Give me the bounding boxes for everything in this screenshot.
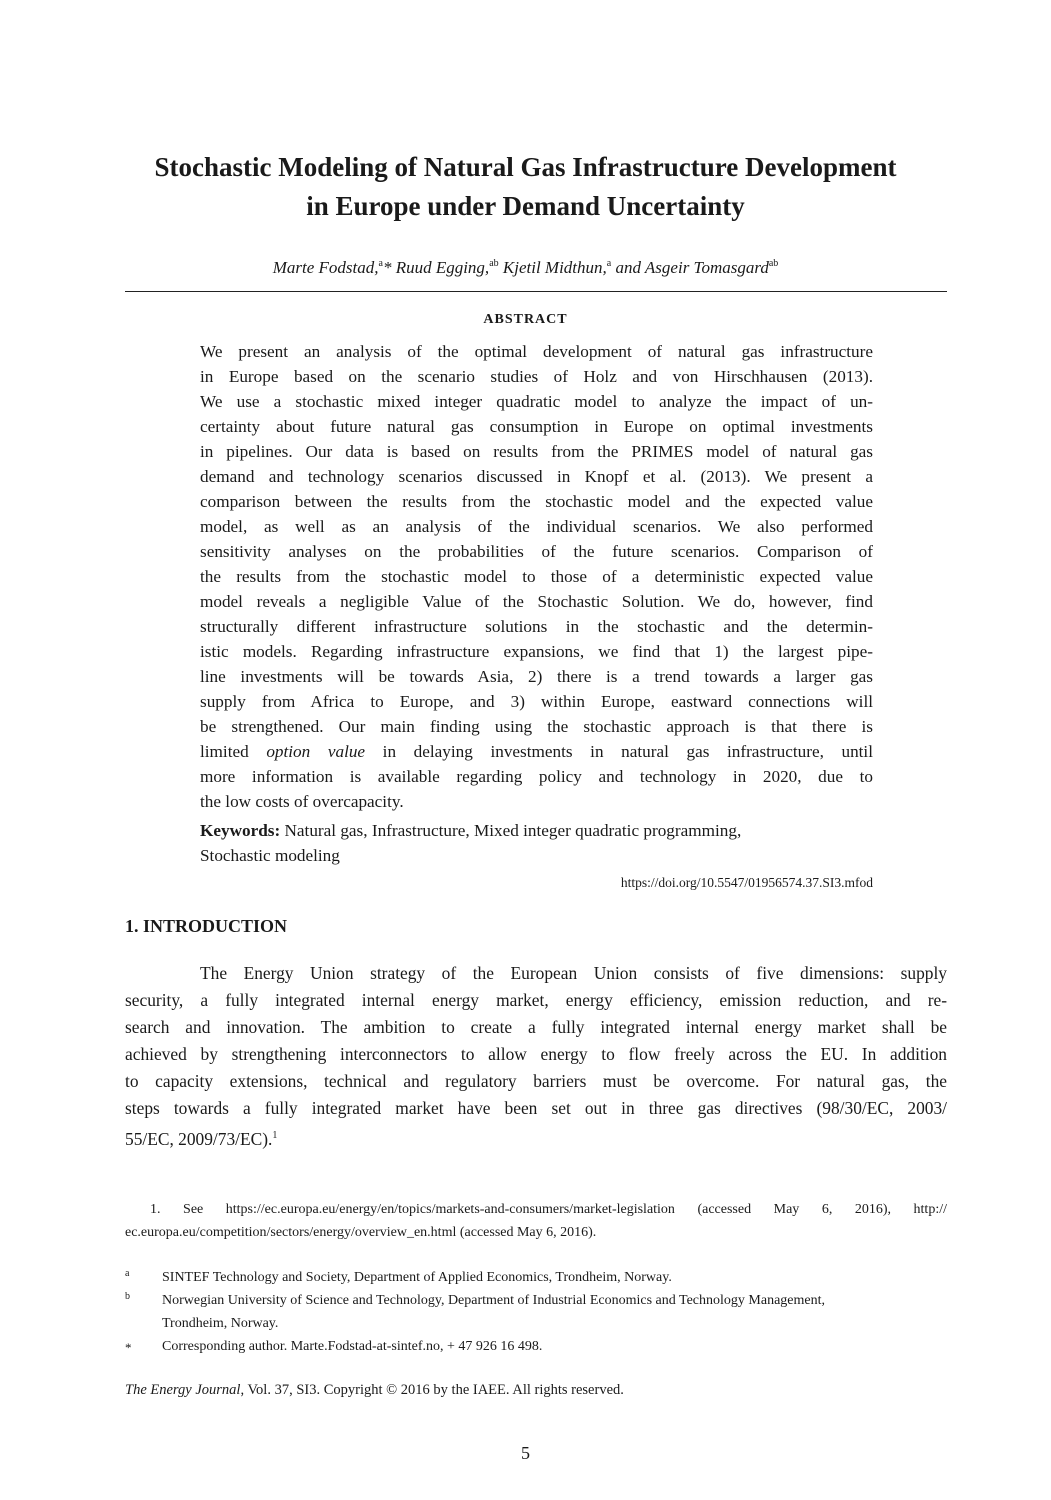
corresponding-mark: * <box>382 258 392 277</box>
abstract-text: limited <box>200 742 267 761</box>
abstract-line <box>200 739 873 764</box>
abstract-line: demand and technology scenarios discussed in Knopf et al. (2013). We present a <box>200 467 873 486</box>
keywords <box>200 818 873 868</box>
author-list <box>0 258 1051 278</box>
keywords-text: Natural gas, Infrastructure, Mixed integer quadratic programming, <box>280 821 742 840</box>
author-affiliation-mark: a <box>606 258 612 269</box>
doi-link[interactable]: https://doi.org/10.5547/01956574.37.SI3.mfod <box>620 875 873 890</box>
body-line: to capacity extensions, technical and regulatory barriers must be overcome. For natural gas, the <box>125 1071 947 1091</box>
keywords-line <box>200 818 873 843</box>
body-line: search and innovation. The ambition to create a fully integrated internal energy market shall be <box>125 1017 947 1037</box>
footnote <box>125 1198 947 1244</box>
abstract-line: model reveals a negligible Value of the Stochastic Solution. We do, however, find <box>200 592 873 611</box>
page-number: 5 <box>521 1443 530 1463</box>
abstract-line: supply from Africa to Europe, and 3) within Europe, eastward connections will <box>200 692 873 711</box>
abstract-line: in pipelines. Our data is based on results from the PRIMES model of natural gas <box>200 442 873 461</box>
body-line <box>125 1122 947 1149</box>
abstract-line: istic models. Regarding infrastructure expansions, we find that 1) the largest pipe- <box>200 642 873 661</box>
footnote-reference[interactable]: 1 <box>272 1130 278 1141</box>
affiliation-mark: b <box>125 1291 130 1302</box>
abstract-heading: ABSTRACT <box>483 312 568 327</box>
author-affiliation-mark: ab <box>768 258 779 269</box>
author-affiliation-mark: a <box>378 258 383 269</box>
author-name: Marte Fodstad, <box>272 258 379 277</box>
abstract-line: the results from the stochastic model to those of a deterministic expected value <box>200 567 873 586</box>
abstract-line: the low costs of overcapacity. <box>200 792 404 811</box>
title-line-2: in Europe under Demand Uncertainty <box>306 191 745 221</box>
affiliation-text: Norwegian University of Science and Technology, Department of Industrial Economics and Technology Management, <box>162 1293 825 1308</box>
body-line: The Energy Union strategy of the European Union consists of five dimensions: supply <box>200 963 947 983</box>
title-line-1: Stochastic Modeling of Natural Gas Infrastructure Development <box>154 152 897 182</box>
introduction-body <box>125 960 947 1149</box>
header-divider <box>125 291 947 292</box>
abstract-line: sensitivity analyses on the probabilities of the future scenarios. Comparison of <box>200 542 873 561</box>
abstract-line: model, as well as an analysis of the individual scenarios. We also performed <box>200 517 873 536</box>
body-line: steps towards a fully integrated market have been set out in three gas directives (98/30/EC, 2003/ <box>125 1098 947 1118</box>
affiliation-mark: * <box>125 1340 132 1355</box>
affiliation-b <box>125 1289 947 1335</box>
abstract-line: line investments will be towards Asia, 2) there is a trend towards a larger gas <box>200 667 873 686</box>
keywords-label: Keywords: <box>200 821 281 840</box>
affiliations <box>125 1266 947 1358</box>
corresponding-author <box>125 1335 947 1358</box>
abstract-line: more information is available regarding policy and technology in 2020, due to <box>200 767 873 786</box>
abstract-emphasis: option value <box>266 742 366 761</box>
affiliation-mark: a <box>125 1268 130 1279</box>
body-line: security, a fully integrated internal energy market, energy efficiency, emission reduction, and re- <box>125 990 947 1010</box>
affiliation-text: Trondheim, Norway. <box>162 1316 279 1331</box>
abstract-line: structurally different infrastructure solutions in the stochastic and the determin- <box>200 617 873 636</box>
journal-citation <box>125 1382 624 1399</box>
abstract-text: in delaying investments in natural gas infrastructure, until <box>365 742 873 761</box>
abstract-line: in Europe based on the scenario studies of Holz and von Hirschhausen (2013). <box>200 367 873 386</box>
author-affiliation-mark: ab <box>489 258 499 269</box>
author-name: and Asgeir Tomasgard <box>615 258 769 277</box>
body-text: 55/EC, 2009/73/EC). <box>125 1129 273 1149</box>
footnote-line: 1. See https://ec.europa.eu/energy/en/topics/markets-and-consumers/market-legislation (accessed May 6, 2016), http:// <box>150 1202 947 1217</box>
abstract-body <box>200 339 873 814</box>
abstract-line: comparison between the results from the stochastic model and the expected value <box>200 492 873 511</box>
author-name: Kjetil Midthun, <box>502 258 607 277</box>
keywords-line: Stochastic modeling <box>200 846 340 865</box>
abstract-line: We present an analysis of the optimal development of natural gas infrastructure <box>200 342 873 361</box>
author-name: Ruud Egging, <box>395 258 490 277</box>
abstract-line: We use a stochastic mixed integer quadratic model to analyze the impact of un- <box>200 392 873 411</box>
abstract-line: certainty about future natural gas consumption in Europe on optimal investments <box>200 417 873 436</box>
paper-title <box>0 148 1051 226</box>
affiliation-a <box>125 1266 947 1289</box>
journal-name: The Energy Journal <box>125 1382 241 1398</box>
body-line: achieved by strengthening interconnectors to allow energy to flow freely across the EU. In addition <box>125 1044 947 1064</box>
affiliation-text: Corresponding author. Marte.Fodstad-at-sintef.no, + 47 926 16 498. <box>162 1339 543 1354</box>
journal-details: , Vol. 37, SI3. Copyright © 2016 by the IAEE. All rights reserved. <box>240 1382 624 1398</box>
abstract-line: be strengthened. Our main finding using the stochastic approach is that there is <box>200 717 873 736</box>
affiliation-text: SINTEF Technology and Society, Department of Applied Economics, Trondheim, Norway. <box>162 1270 672 1285</box>
footnote-line: ec.europa.eu/competition/sectors/energy/overview_en.html (accessed May 6, 2016). <box>125 1225 597 1240</box>
section-heading: 1. INTRODUCTION <box>125 916 288 936</box>
